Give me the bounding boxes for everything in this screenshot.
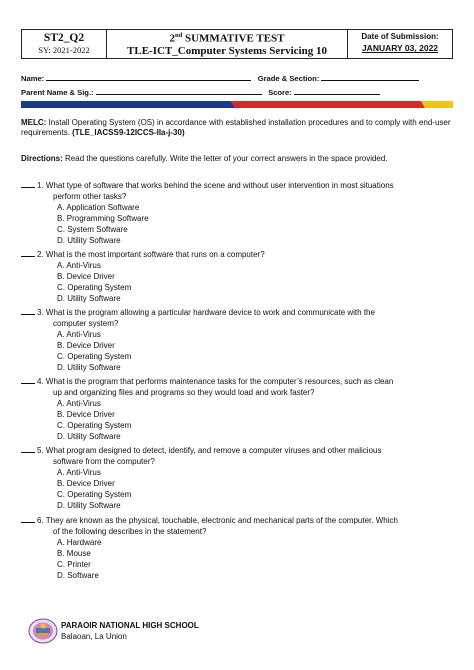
option-4b: B. Device Driver: [57, 410, 115, 419]
option-3a: A. Anti-Virus: [57, 330, 101, 339]
option-3b: B. Device Driver: [57, 341, 115, 350]
option-5b: B. Device Driver: [57, 479, 115, 488]
option-2a: A. Anti-Virus: [57, 261, 101, 270]
grade-label: Grade & Section:: [257, 74, 320, 83]
divider-yellow: [421, 101, 453, 108]
question-3-text: 3. What is the program allowing a particular hardware device to work and communicate with the: [37, 308, 375, 317]
option-2b: B. Device Driver: [57, 272, 115, 281]
melc-label: MELC:: [21, 118, 47, 127]
grade-field[interactable]: [321, 73, 419, 81]
divider-red: [231, 101, 425, 108]
option-5d: D. Utility Software: [57, 501, 121, 510]
option-1b: B. Programming Software: [57, 214, 149, 223]
option-1a: A. Application Software: [57, 203, 140, 212]
option-6d: D. Software: [57, 571, 99, 580]
title-number: 2: [169, 32, 175, 45]
header-title-box: [107, 29, 348, 59]
option-6c: C. Printer: [57, 560, 91, 569]
option-6a: A. Hardware: [57, 538, 102, 547]
question-6-text: 6. They are known as the physical, touchable, electronic and mechanical parts of the computer. Which: [37, 516, 398, 525]
question-6: [21, 515, 453, 581]
melc-code: (TLE_IACSS9-12ICCS-IIa-j-30): [72, 128, 185, 138]
directions-section: [21, 154, 453, 163]
option-5c: C. Operating System: [57, 490, 132, 499]
question-2: [21, 249, 453, 304]
directions-text: Read the questions carefully. Write the letter of your correct answers in the space provided.: [62, 154, 388, 163]
question-1: [21, 180, 453, 246]
answer-blank-1[interactable]: [21, 187, 35, 188]
date-value: JANUARY 03, 2022: [361, 43, 439, 53]
question-5: [21, 445, 453, 511]
score-field[interactable]: [294, 87, 380, 95]
option-4d: D. Utility Software: [57, 432, 121, 441]
name-label: Name:: [21, 74, 45, 83]
option-2c: C. Operating System: [57, 283, 132, 292]
question-1-cont: perform other tasks?: [53, 192, 127, 201]
header-divider: [21, 101, 453, 108]
option-5a: A. Anti-Virus: [57, 468, 101, 477]
school-year: SY: 2021-2022: [38, 45, 90, 55]
option-6b: B. Mouse: [57, 549, 91, 558]
option-3d: D. Utility Software: [57, 363, 121, 372]
directions-label: Directions:: [21, 154, 63, 163]
question-4-cont: up and organizing files and programs so they would load and work faster?: [53, 388, 315, 397]
question-4: [21, 376, 453, 442]
option-1c: C. System Software: [57, 225, 128, 234]
school-seal-icon: [28, 618, 58, 644]
parent-label: Parent Name & Sig.:: [21, 88, 94, 97]
question-2-text: 2. What is the most important software that runs on a computer?: [37, 250, 265, 259]
answer-blank-6[interactable]: [21, 522, 35, 523]
header-code-box: [21, 29, 107, 59]
question-5-text: 5. What program designed to detect, identify, and remove a computer viruses and other malicious: [37, 446, 382, 455]
divider-blue: [21, 101, 235, 108]
question-4-text: 4. What is the program that performs maintenance tasks for the computer’s resources, such as clean: [37, 377, 394, 386]
parent-row: [21, 87, 380, 97]
option-4a: A. Anti-Virus: [57, 399, 101, 408]
option-1d: D. Utility Software: [57, 236, 121, 245]
option-3c: C. Operating System: [57, 352, 132, 361]
question-5-cont: software from the computer?: [53, 457, 155, 466]
melc-text: Install Operating System (OS) in accordance with established installation procedures and to comply with end-user requirements.: [21, 118, 451, 138]
header-date-box: [348, 29, 453, 59]
school-name: PARAOIR NATIONAL HIGH SCHOOL: [61, 621, 199, 630]
answer-blank-2[interactable]: [21, 256, 35, 257]
answer-blank-3[interactable]: [21, 314, 35, 315]
score-label: Score:: [268, 88, 292, 97]
question-1-text: 1. What type of software that works behind the scene and without user intervention in most situations: [37, 181, 394, 190]
test-title: [107, 32, 347, 45]
melc-section: [21, 118, 453, 139]
option-4c: C. Operating System: [57, 421, 132, 430]
parent-field[interactable]: [96, 87, 262, 95]
answer-blank-4[interactable]: [21, 383, 35, 384]
answer-blank-5[interactable]: [21, 452, 35, 453]
date-label: Date of Submission:: [361, 32, 439, 41]
test-subtitle: TLE-ICT_Computer Systems Servicing 10: [127, 44, 327, 57]
name-field[interactable]: [46, 73, 251, 81]
name-row: [21, 73, 419, 83]
question-3-cont: computer system?: [53, 319, 119, 328]
option-2d: D. Utility Software: [57, 294, 121, 303]
title-rest: SUMMATIVE TEST: [182, 32, 285, 45]
school-location: Balaoan, La Union: [61, 632, 127, 641]
title-superscript: nd: [174, 32, 183, 39]
test-code: ST2_Q2: [43, 32, 85, 44]
question-6-cont: of the following describes in the statement?: [53, 527, 207, 536]
question-3: [21, 307, 453, 373]
